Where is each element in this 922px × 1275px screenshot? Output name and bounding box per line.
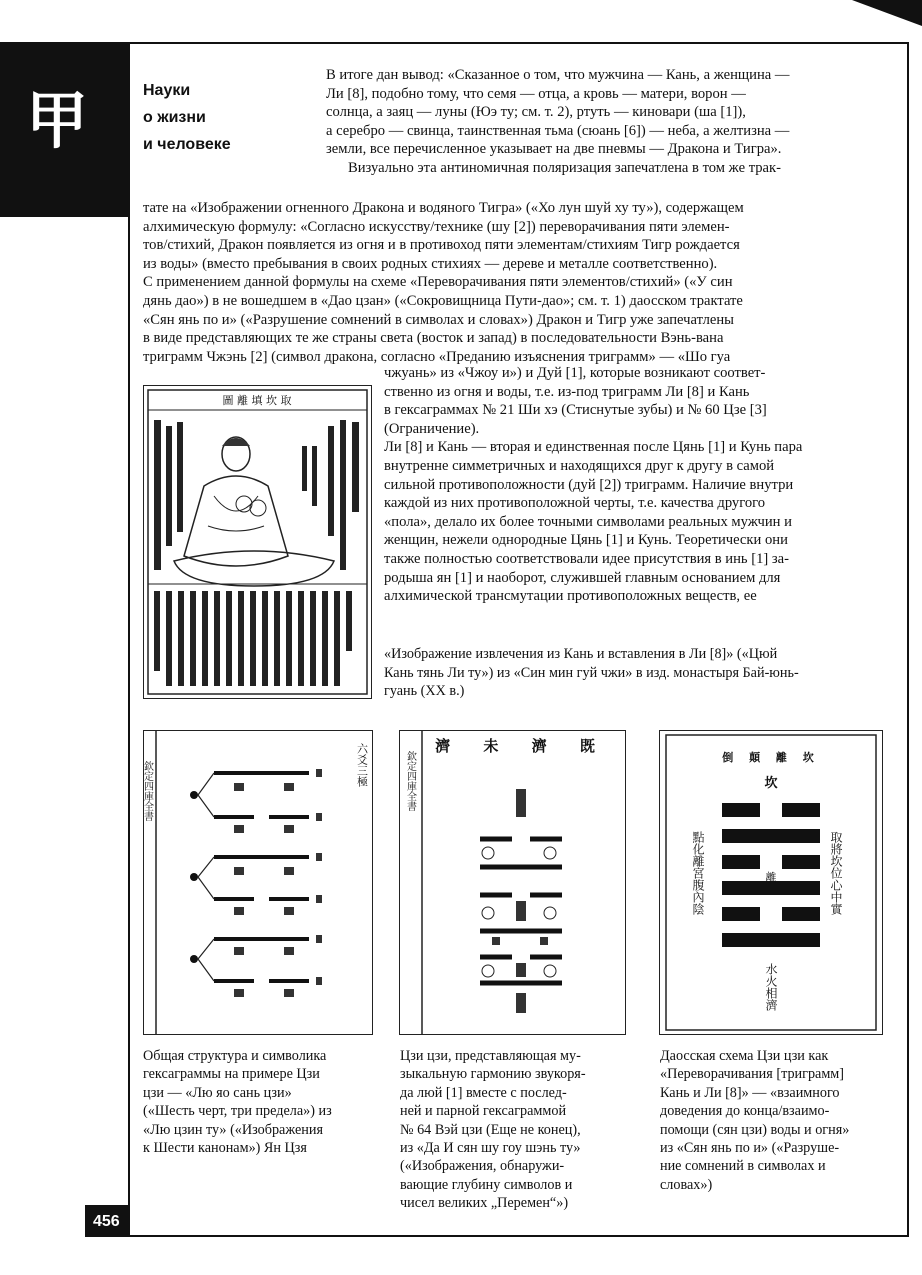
heading-line: о жизни (143, 109, 206, 126)
text-line: (Ограничение). (384, 420, 480, 437)
right-verse: 取將坎位心中實 (829, 831, 843, 915)
text-line: а серебро — свинца, таинственная тьма (сюань [6]) — неба, а желтизна — (326, 122, 790, 139)
caption-line: ние сомнений в символах и (660, 1158, 826, 1175)
caption-line: из «Сян янь по и» («Разруше- (660, 1140, 840, 1157)
caption-line: («Шесть черт, три предела») из (143, 1103, 332, 1120)
frame-right-rule (907, 42, 909, 1237)
figure-c-title: 倒 顛 離 坎 (722, 751, 820, 764)
caption-line: вающие глубину символов и (400, 1176, 573, 1193)
caption-line: «Лю цзин ту» («Изображения (143, 1121, 323, 1138)
text-line: Ли [8] и Кань — вторая и единственная после Цянь [1] и Кунь пара (384, 439, 803, 456)
section-glyph: 甲 (26, 84, 89, 157)
text-line: из воды» (вместо пребывания в своих родных стихиях — дереве и металле соответственно). (143, 255, 718, 272)
caption-line: ней и парной гексаграммой (400, 1103, 567, 1120)
text-line: алхимическую формулу: «Согласно искусству/технике (шу [2]) переворачивания пяти элемен- (143, 218, 730, 235)
caption-line: Цзи цзи, представляющая му- (400, 1048, 581, 1064)
sage-woodcut-illustration (144, 386, 371, 698)
caption-line: «Изображение извлечения из Кань и вставления в Ли [8]» («Цюй (384, 646, 778, 662)
text-line: солнца, а заяц — луны (Юэ ту; см. т. 2), ртуть — киновари (ша [1]), (326, 104, 746, 121)
text-line: каждой из них противоположной черты, т.е. качества другого (384, 495, 766, 512)
caption-line: «Переворачивания [триграмм] (660, 1066, 845, 1083)
text-line: «пола», делало их более точными символами реальных мужчин и (384, 513, 792, 530)
caption-line: из «Да И сян шу гоу шэнь ту» (400, 1140, 581, 1157)
main-text-block-3 (384, 364, 881, 606)
section-heading (143, 77, 231, 158)
caption-line: словах») (660, 1176, 713, 1193)
figure-hexagram-structure (143, 730, 373, 1035)
li-label: 離 (765, 871, 777, 884)
side-title: 欽定四庫全書 (141, 761, 153, 821)
caption-line: цзи — «Лю яо сань цзи» (143, 1084, 292, 1101)
frame-top-rule (128, 42, 909, 44)
figure-sage-woodcut (143, 385, 372, 699)
left-verse: 點化離宮腹內陰 (691, 831, 705, 915)
caption-figure-a (143, 1047, 365, 1157)
caption-top-figure (384, 645, 881, 701)
caption-line: зыкальную гармонию звукоря- (400, 1066, 586, 1083)
text-line: тате на «Изображении огненного Дракона и водяного Тигра» («Хо лун шуй ху ту»), содержащем (143, 200, 744, 216)
corner-title: 六爻三極 (355, 743, 369, 787)
heading-line: Науки (143, 82, 191, 99)
caption-line: чисел великих „Перемен“») (400, 1195, 569, 1212)
text-line: ственно из огня и воды, т.е. из-под триграмм Ли [8] и Кань (384, 383, 750, 400)
water-fire-label: 水火相濟 (764, 963, 778, 1011)
main-text-block-2 (143, 199, 881, 366)
figure-jiji-weiji (399, 730, 626, 1035)
text-line: женщин, нежели однородные Цянь [1] и Кунь. Теоретически они (384, 532, 788, 549)
caption-line: («Изображения, обнаружи- (400, 1158, 565, 1175)
text-line: сильной противоположности (дуй [2]) триграмм. Наличие внутри (384, 476, 794, 493)
caption-line: Общая структура и символика (143, 1048, 327, 1064)
caption-line: доведения до конца/взаимо- (660, 1103, 830, 1120)
figure-kan-li-inversion (659, 730, 883, 1035)
text-line: тов/стихий, Дракон появляется из огня и в противоход пяти элементам/стихиям Тигр рождается (143, 237, 740, 254)
text-line: родыша ян [1] и наоборот, служившей главным основанием для (384, 569, 781, 586)
page-number: 456 (93, 1213, 120, 1230)
text-line: внутренне симметричных и находящихся друг к другу в самой (384, 457, 775, 474)
kan-label: 坎 (764, 776, 778, 791)
caption-line: к Шести канонам») Ян Цзя (143, 1140, 307, 1157)
side-title: 欽定四庫全書 (404, 751, 416, 811)
caption-line: да люй [1] вместе с послед- (400, 1084, 567, 1101)
main-text-block-1 (326, 66, 881, 178)
woodcut-title: 圖 離 填 坎 取 (222, 394, 292, 407)
caption-line: Кань и Ли [8]» — «взаимного (660, 1084, 840, 1101)
jiji-weiji-diagram (400, 731, 625, 1034)
caption-line: Даосская схема Цзи цзи как (660, 1048, 829, 1064)
text-line: алхимической трансмутации противоположных веществ, ее (384, 588, 757, 605)
caption-figure-b (400, 1047, 620, 1213)
text-line: чжуань» из «Чжоу и») и Дуй [1], которые возникают соответ- (384, 365, 766, 381)
figure-b-title: 濟 未 濟 既 (435, 737, 609, 755)
caption-figure-c (660, 1047, 880, 1194)
text-line: также полностью соответствовали идее присутствия в инь [1] за- (384, 550, 789, 567)
caption-line: № 64 Вэй цзи (Еще не конец), (400, 1121, 581, 1138)
text-line: Ли [8], подобно тому, что семя — отца, а кровь — матери, ворон — (326, 85, 746, 102)
text-line: С применением данной формулы на схеме «Переворачивания пяти элементов/стихий» («У син (143, 274, 733, 291)
text-line: в гексаграммах № 21 Ши хэ (Стиснутые зубы) и № 60 Цзе [3] (384, 402, 767, 419)
text-line: в виде представляющих те же страны света (восток и запад) в последовательности Вэнь-вана (143, 330, 724, 347)
text-line: триграмм Чжэнь [2] (символ дракона, согласно «Преданию изъяснения триграмм» — «Шо гуа (143, 348, 731, 365)
caption-line: Кань тянь Ли ту») из «Син мин гуй чжи» в изд. монастыря Бай-юнь- (384, 664, 799, 681)
caption-line: гуань (XX в.) (384, 683, 465, 699)
text-line: земли, все перечисленное указывает на две пневмы — Дракона и Тигра». (326, 141, 782, 158)
section-tab (0, 42, 128, 217)
heading-line: и человеке (143, 136, 231, 153)
caption-line: гексаграммы на примере Цзи (143, 1066, 320, 1083)
caption-line: помощи (сян цзи) воды и огня» (660, 1121, 850, 1138)
kan-li-inversion-diagram (660, 731, 882, 1034)
text-line: Визуально эта антиномичная поляризация запечатлена в том же трак- (348, 159, 781, 176)
corner-mark (852, 0, 922, 26)
text-line: «Сян янь по и» («Разрушение сомнений в символах и словах») Дракон и Тигр уже запечатлены (143, 311, 734, 328)
text-line: дянь дао») в не вошедшем в «Дао цзан» («Сокровищница Пути-дао»; см. т. 1) даосском трактате (143, 292, 743, 309)
text-line: В итоге дан вывод: «Сказанное о том, что мужчина — Кань, а женщина — (326, 67, 790, 83)
frame-bottom-rule (128, 1235, 909, 1237)
hexagram-structure-diagram (141, 731, 372, 1034)
frame-left-rule (128, 42, 130, 1237)
